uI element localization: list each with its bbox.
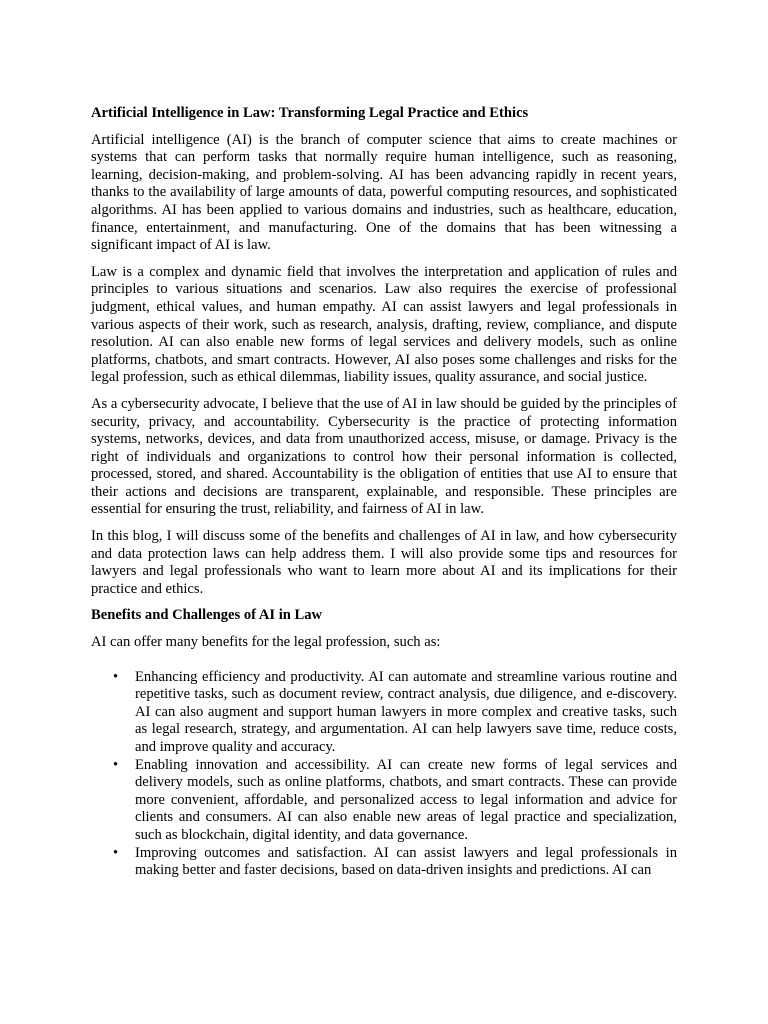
paragraph-cybersecurity: As a cybersecurity advocate, I believe that the use of AI in law should be guided by the principles of security, privacy, and accountability. Cybersecurity is the practice of protecting information systems, networks, devices, and data from unauthorized access, misuse, or damage. Privacy is the right of individuals and organizations to control how their personal information is collected, processed, stored, and shared. Accountability is the obligation of entities that use AI to ensure that their actions and decisions are transparent, explainable, and responsible. These principles are essential for ensuring the trust, reliability, and fairness of AI in law. — [91, 395, 678, 518]
benefits-list — [91, 669, 677, 880]
document-title: Artificial Intelligence in Law: Transforming Legal Practice and Ethics — [91, 105, 529, 121]
section-heading: Benefits and Challenges of AI in Law — [91, 607, 323, 624]
paragraph-intro-ai: Artificial intelligence (AI) is the branch of computer science that aims to create machines or systems that can perform tasks that normally require human intelligence, such as reasoning, learning, decision-making, and problem-solving. AI has been advancing rapidly in recent years, thanks to the availability of large amounts of data, powerful computing resources, and sophisticated algorithms. AI has been applied to various domains and industries, such as healthcare, education, finance, entertainment, and manufacturing. One of the domains that has been witnessing a significant impact of AI is law. — [91, 131, 677, 254]
list-item — [91, 845, 677, 880]
paragraph-blog-overview: In this blog, I will discuss some of the benefits and challenges of AI in law, and how cybersecurity and data protection laws can help address them. I will also provide some tips and resources for lawyers and legal professionals who want to learn more about AI and its implications for their practice and ethics. — [91, 528, 677, 597]
list-item — [91, 669, 677, 757]
list-item-text: Enhancing efficiency and productivity. AI can automate and streamline various routine and repetitive tasks, such as document review, contract analysis, due diligence, and e-discovery. AI can also augment and support human lawyers in more complex and creative tasks, such as legal research, strategy, and argumentation. AI can help lawyers save time, reduce costs, and improve quality and accuracy. — [135, 668, 677, 755]
list-item — [91, 757, 677, 845]
document-page — [91, 105, 677, 880]
bullet-icon: • — [113, 668, 119, 685]
section-intro: AI can offer many benefits for the legal profession, such as: — [91, 634, 441, 651]
bullet-icon: • — [113, 756, 119, 773]
paragraph-law-field: Law is a complex and dynamic field that involves the interpretation and application of rules and principles to various situations and scenarios. Law also requires the exercise of professional judgment, ethical values, and human empathy. AI can assist lawyers and legal professionals in various aspects of their work, such as research, analysis, drafting, review, compliance, and dispute resolution. AI can also enable new forms of legal services and delivery models, such as online platforms, chatbots, and smart contracts. However, AI also poses some challenges and risks for the legal profession, such as ethical dilemmas, liability issues, quality assurance, and social justice. — [91, 263, 677, 386]
list-item-text: Improving outcomes and satisfaction. AI can assist lawyers and legal professionals in making better and faster decisions, based on data-driven insights and predictions. AI can — [135, 844, 677, 879]
bullet-icon: • — [113, 844, 119, 861]
list-item-text: Enabling innovation and accessibility. AI can create new forms of legal services and delivery models, such as online platforms, chatbots, and smart contracts. These can provide more convenient, affordable, and personalized access to legal information and advice for clients and consumers. AI can also enable new areas of legal practice and specialization, such as blockchain, digital identity, and data governance. — [135, 756, 677, 843]
